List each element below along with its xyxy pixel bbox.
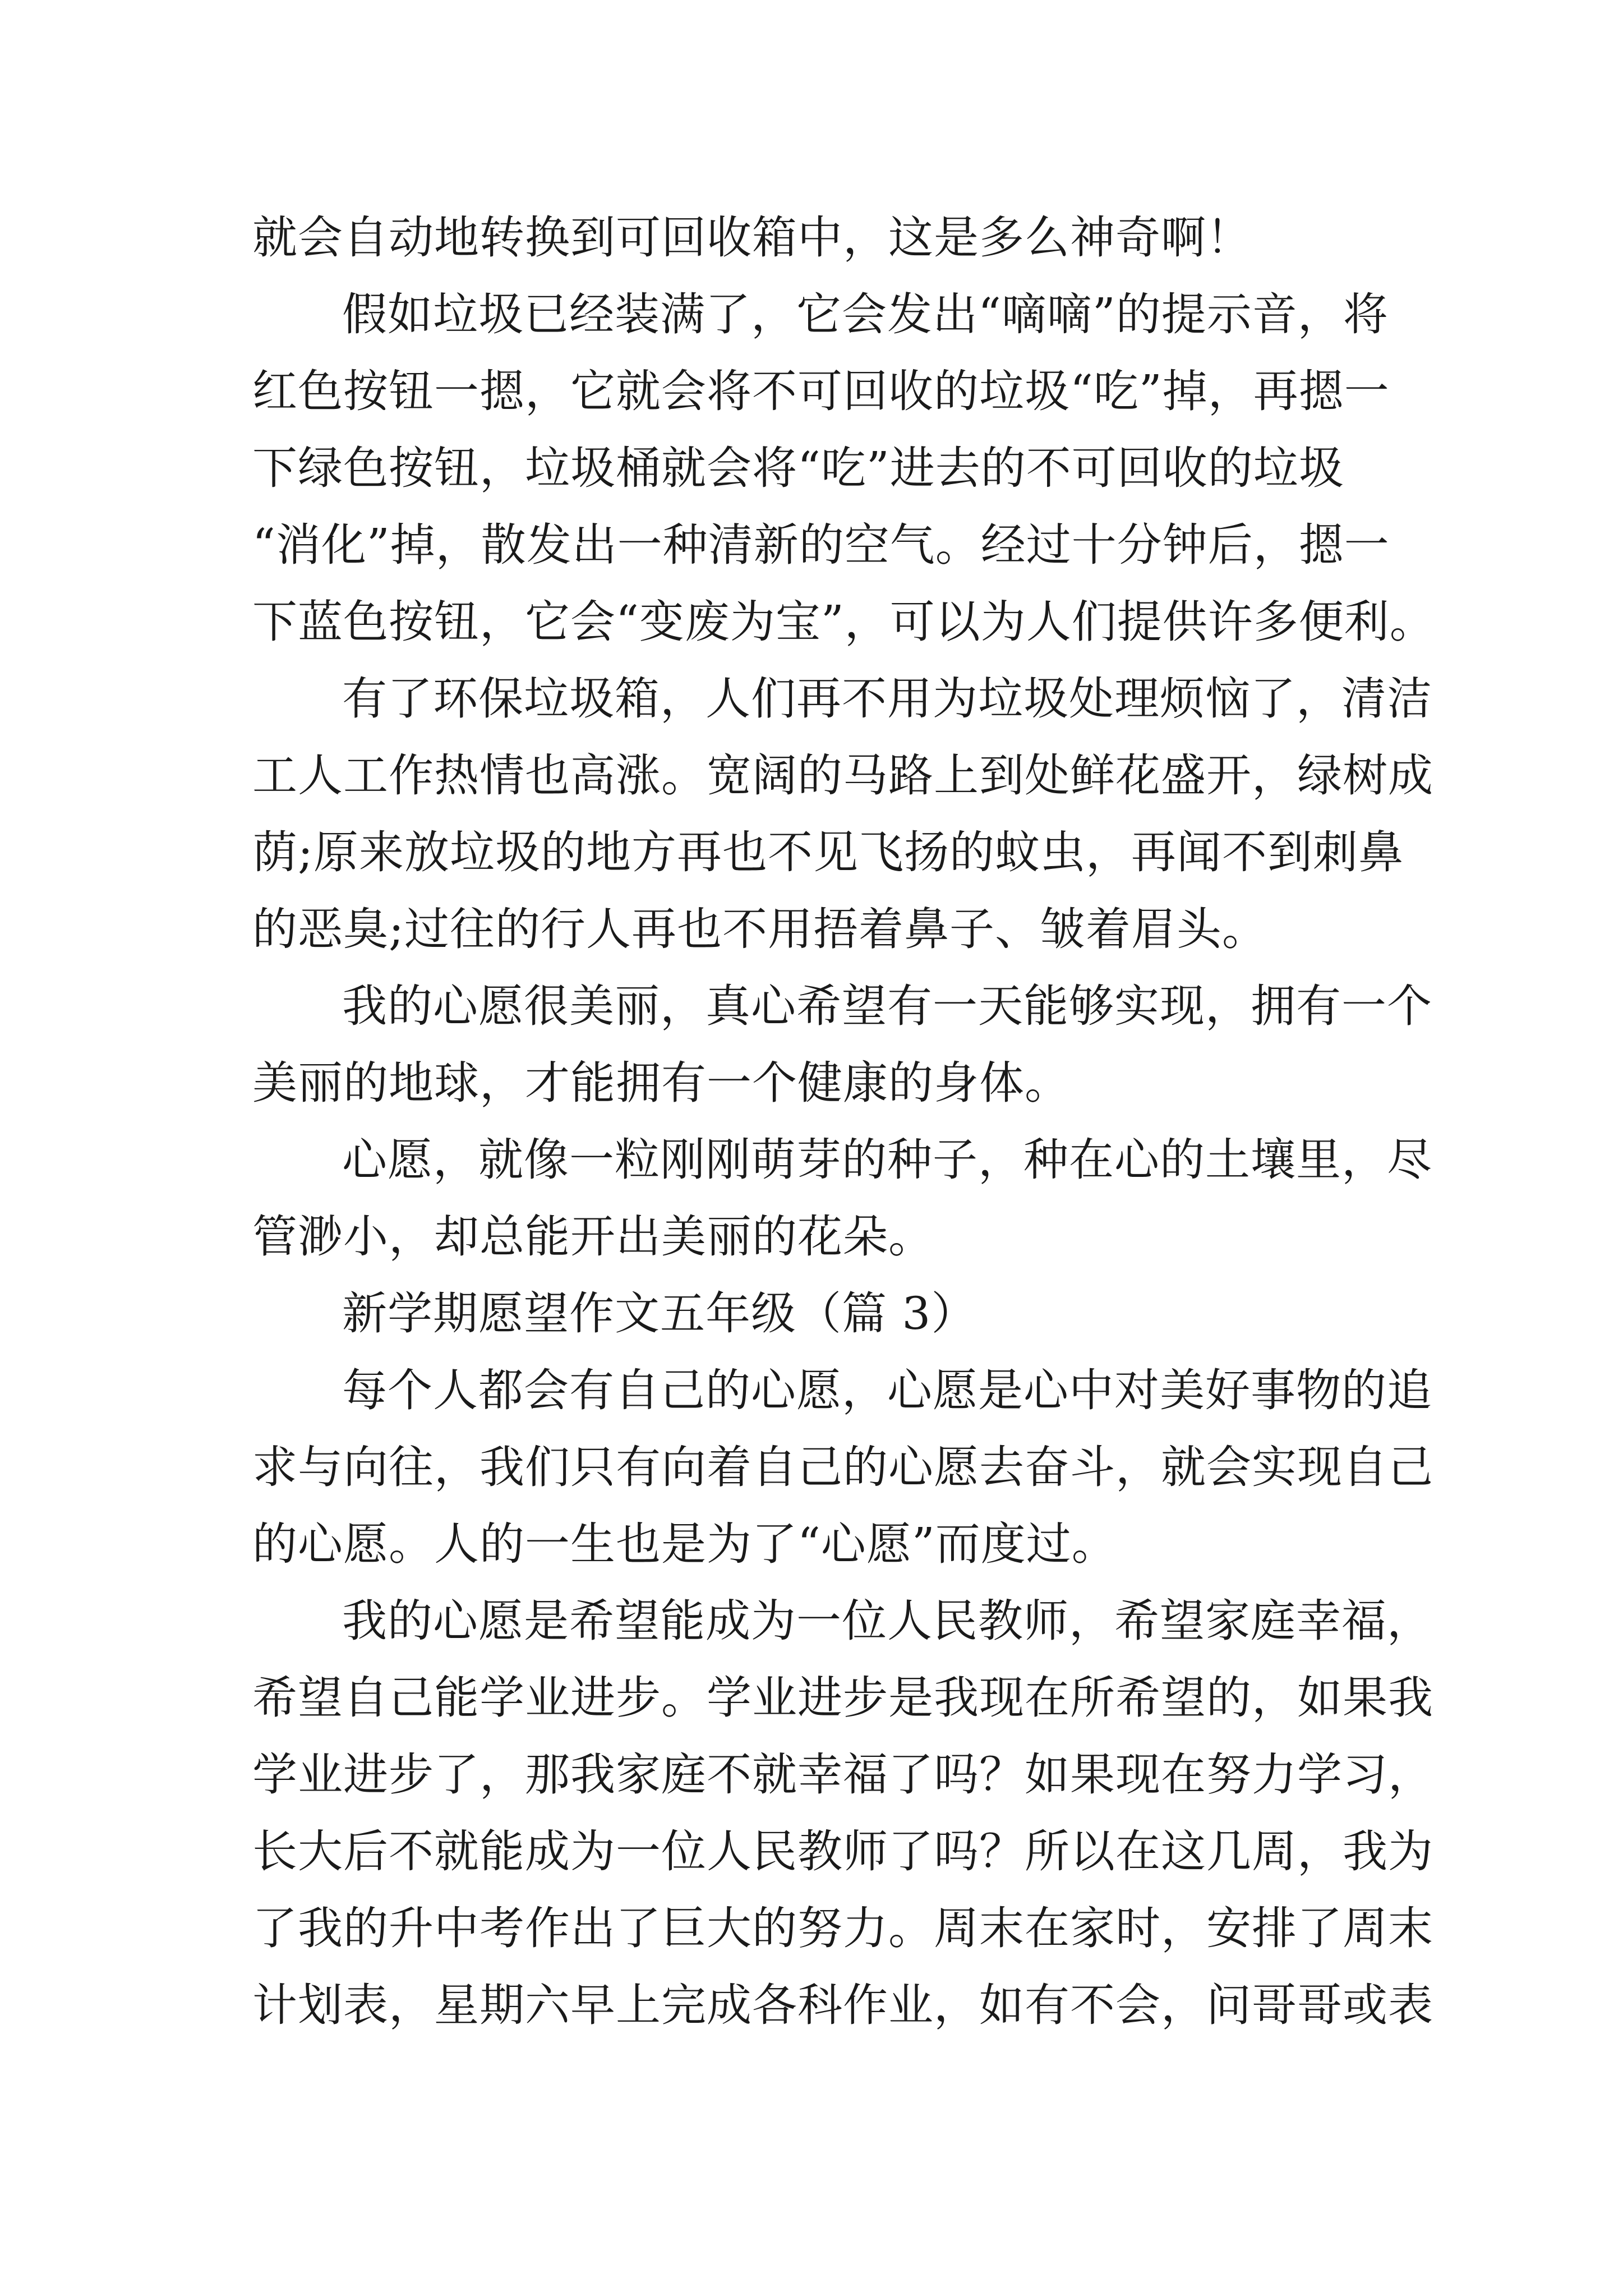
text-line: 希望自己能学业进步。学业进步是我现在所希望的，如果我 [252,1672,1433,1724]
text-line: 美丽的地球，才能拥有一个健康的身体。 [252,1057,1070,1109]
text-line: 了我的升中考作出了巨大的努力。周末在家时，安排了周末 [252,1902,1433,1954]
text-line: 求与向往，我们只有向着自己的心愿去奋斗，就会实现自己 [252,1441,1433,1493]
text-line: 管渺小，却总能开出美丽的花朵。 [252,1211,934,1263]
text-line: 下蓝色按钮，它会“变废为宝”，可以为人们提供许多便利。 [252,596,1435,648]
text-line: 红色按钮一摁，它就会将不可回收的垃圾“吃”掉，再摁一 [252,365,1390,417]
text-line: 学业进步了，那我家庭不就幸福了吗？如果现在努力学习， [252,1749,1433,1801]
text-line: 的恶臭;过往的行人再也不用捂着鼻子、皱着眉头。 [252,903,1267,955]
text-line: 长大后不就能成为一位人民教师了吗？所以在这几周，我为 [252,1825,1433,1878]
section-heading: 新学期愿望作文五年级（篇 3） [342,1287,977,1340]
text-line: 有了环保垃圾箱，人们再不用为垃圾处理烦恼了，清洁 [342,673,1432,725]
text-line: 计划表，星期六早上完成各科作业，如有不会，问哥哥或表 [252,1979,1433,2031]
text-line: 荫;原来放垃圾的地方再也不见飞扬的蚊虫，再闻不到刺鼻 [252,826,1404,878]
text-line: “消化”掉，散发出一种清新的空气。经过十分钟后，摁一 [252,519,1390,571]
text-line: 心愿，就像一粒刚刚萌芽的种子，种在心的土壤里，尽 [342,1134,1432,1186]
text-line: 的心愿。人的一生也是为了“心愿”而度过。 [252,1518,1117,1570]
text-line: 每个人都会有自己的心愿，心愿是心中对美好事物的追 [342,1364,1432,1416]
text-line: 工人工作热情也高涨。宽阔的马路上到处鲜花盛开，绿树成 [252,749,1433,802]
text-line: 我的心愿很美丽，真心希望有一天能够实现，拥有一个 [342,980,1432,1032]
text-line: 假如垃圾已经装满了，它会发出“嘀嘀”的提示音，将 [342,288,1389,341]
text-line: 我的心愿是希望能成为一位人民教师，希望家庭幸福， [342,1595,1432,1647]
text-line: 下绿色按钮，垃圾桶就会将“吃”进去的不可回收的垃圾 [252,442,1344,494]
body-text [252,199,1435,2044]
text-line: 就会自动地转换到可回收箱中，这是多么神奇啊！ [252,211,1252,264]
